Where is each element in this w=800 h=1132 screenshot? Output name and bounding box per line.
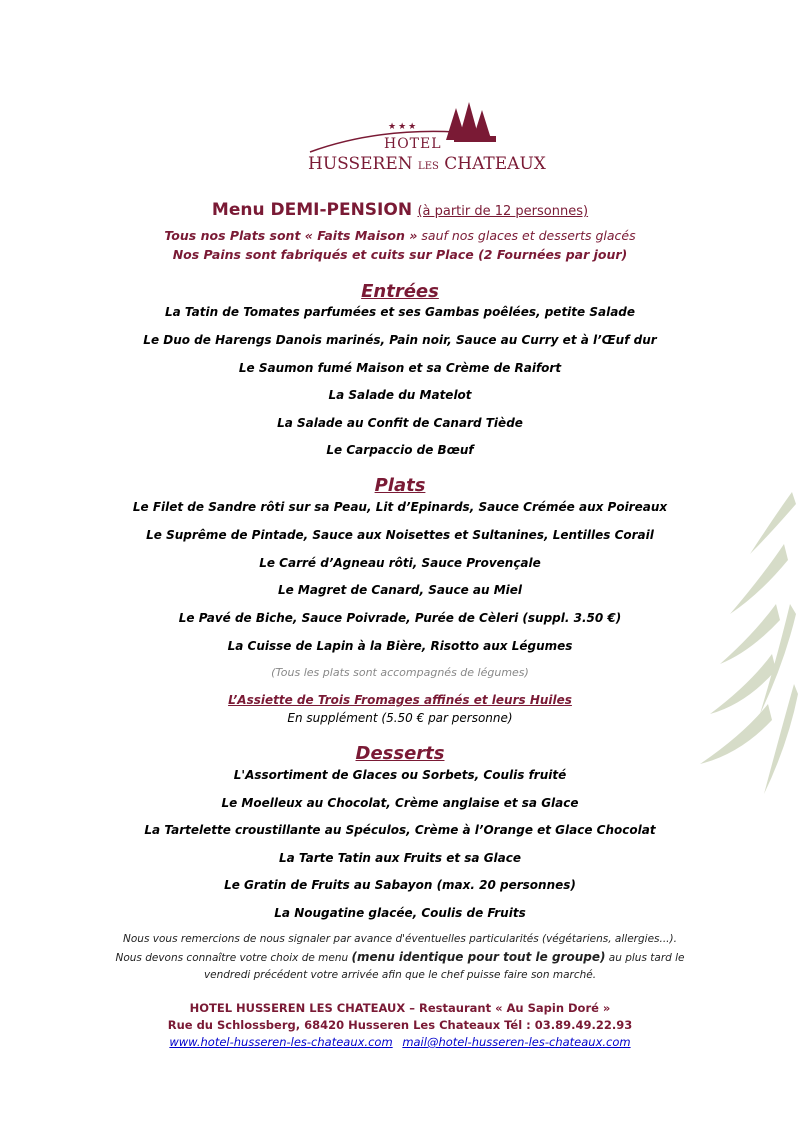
dessert-item: L'Assortiment de Glaces ou Sorbets, Coulis fruité [233, 768, 567, 782]
remark-line-3: vendredi précédent votre arrivée afin que le chef puisse faire son marché. [203, 969, 597, 981]
remark-line-1: Nous vous remercions de nous signaler par avance d'éventuelles particularités (végétariens, allergies...). [123, 933, 677, 945]
logo-stars: ★★★ [388, 122, 419, 132]
footer-links [0, 1035, 800, 1049]
menu-title-sub: (à partir de 12 personnes) [417, 204, 589, 219]
menu-title [0, 200, 800, 220]
section-title-plats: Plats [374, 475, 426, 496]
header-note-1: Tous nos Plats sont « Faits Maison » sauf nos glaces et desserts glacés [164, 228, 636, 243]
plat-item: Le Pavé de Biche, Sauce Poivrade, Purée de Cèleri (suppl. 3.50 €) [178, 611, 622, 625]
section-title-entrees: Entrées [361, 281, 439, 302]
remark-line-2: Nous devons connaître votre choix de menu (menu identique pour tout le groupe) au plus tard le [115, 950, 685, 964]
entree-item: Le Carpaccio de Bœuf [326, 443, 474, 457]
logo-hotel-text: HOTEL [384, 136, 442, 152]
plat-item: Le Suprême de Pintade, Sauce aux Noisettes et Sultanines, Lentilles Corail [146, 528, 654, 542]
decorative-tree-icon [680, 484, 800, 814]
plat-item: Le Filet de Sandre rôti sur sa Peau, Lit d’Epinards, Sauce Crémée aux Poireaux [132, 500, 668, 514]
footer-line-1: HOTEL HUSSEREN LES CHATEAUX – Restaurant « Au Sapin Doré » [189, 1001, 611, 1015]
entree-item: Le Duo de Harengs Danois marinés, Pain noir, Sauce au Curry et à l’Œuf dur [143, 333, 657, 347]
entree-item: La Salade du Matelot [328, 388, 472, 402]
dessert-item: La Nougatine glacée, Coulis de Fruits [274, 906, 526, 920]
section-title-desserts: Desserts [355, 743, 445, 764]
hotel-logo [306, 100, 546, 180]
plat-item: La Cuisse de Lapin à la Bière, Risotto aux Légumes [227, 639, 573, 653]
email-link[interactable]: mail@hotel-husseren-les-chateaux.com [402, 1035, 631, 1049]
menu-title-main: Menu DEMI-PENSION [211, 200, 413, 220]
dessert-item: Le Moelleux au Chocolat, Crème anglaise et sa Glace [221, 796, 579, 810]
entree-item: La Salade au Confit de Canard Tiède [277, 416, 523, 430]
entree-item: Le Saumon fumé Maison et sa Crème de Raifort [238, 361, 562, 375]
plat-item: Le Carré d’Agneau rôti, Sauce Provençale [259, 556, 541, 570]
dessert-item: La Tartelette croustillante au Spéculos, Crème à l’Orange et Glace Chocolat [144, 823, 656, 837]
cheese-supplement: En supplément (5.50 € par personne) [287, 711, 513, 725]
header-note-2: Nos Pains sont fabriqués et cuits sur Place (2 Fournées par jour) [172, 247, 628, 262]
dessert-item: La Tarte Tatin aux Fruits et sa Glace [278, 851, 522, 865]
entree-item: La Tatin de Tomates parfumées et ses Gambas poêlées, petite Salade [164, 305, 636, 319]
plat-item: Le Magret de Canard, Sauce au Miel [277, 583, 523, 597]
dessert-item: Le Gratin de Fruits au Sabayon (max. 20 personnes) [224, 878, 576, 892]
footer-line-2: Rue du Schlossberg, 68420 Husseren Les Chateaux Tél : 03.89.49.22.93 [167, 1018, 633, 1032]
logo-name: HUSSEREN LES CHATEAUX [308, 154, 546, 174]
plats-note: (Tous les plats sont accompagnés de légumes) [271, 666, 529, 679]
cheese-plate: L’Assiette de Trois Fromages affinés et leurs Huiles [228, 693, 572, 707]
website-link[interactable]: www.hotel-husseren-les-chateaux.com [169, 1035, 393, 1049]
